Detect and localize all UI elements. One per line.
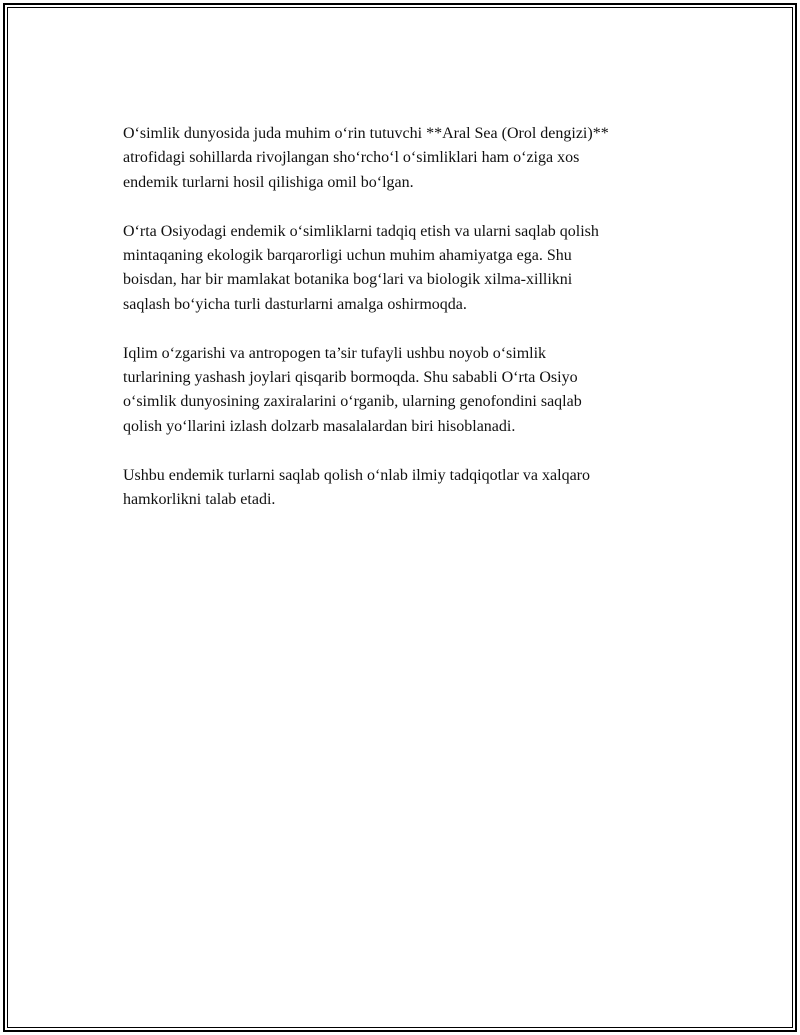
paragraph-line: hamkorlikni talab etadi.	[123, 491, 276, 509]
document-body	[123, 122, 683, 537]
paragraph-4	[123, 464, 683, 513]
page-frame	[3, 3, 797, 1032]
paragraph-2	[123, 220, 683, 318]
paragraph-line: turlarining yashash joylari qisqarib bormoqda. Shu sababli O‘rta Osiyo	[123, 369, 578, 387]
paragraph-line: Ushbu endemik turlarni saqlab qolish o‘nlab ilmiy tadqiqotlar va xalqaro	[123, 466, 591, 484]
paragraph-line: saqlash bo‘yicha turli dasturlarni amalga oshirmoqda.	[123, 295, 467, 313]
paragraph-line: O‘rta Osiyodagi endemik o‘simliklarni tadqiq etish va ularni saqlab qolish	[123, 222, 599, 240]
paragraph-line: atrofidagi sohillarda rivojlangan sho‘rcho‘l o‘simliklari ham o‘ziga xos	[123, 149, 580, 167]
paragraph-line: boisdan, har bir mamlakat botanika bog‘lari va biologik xilma-xillikni	[123, 271, 573, 289]
paragraph-3	[123, 342, 683, 440]
paragraph-1	[123, 122, 683, 195]
paragraph-line: mintaqaning ekologik barqarorligi uchun muhim ahamiyatga ega. Shu	[123, 247, 572, 265]
paragraph-line: qolish yo‘llarini izlash dolzarb masalalardan biri hisoblanadi.	[123, 417, 516, 435]
paragraph-line: o‘simlik dunyosining zaxiralarini o‘rganib, ularning genofondini saqlab	[123, 393, 582, 411]
paragraph-line: Iqlim o‘zgarishi va antropogen ta’sir tufayli ushbu noyob o‘simlik	[123, 344, 547, 362]
paragraph-line: endemik turlarni hosil qilishiga omil bo‘lgan.	[123, 173, 414, 191]
paragraph-line: O‘simlik dunyosida juda muhim o‘rin tutuvchi **Aral Sea (Orol dengizi)**	[123, 125, 609, 142]
